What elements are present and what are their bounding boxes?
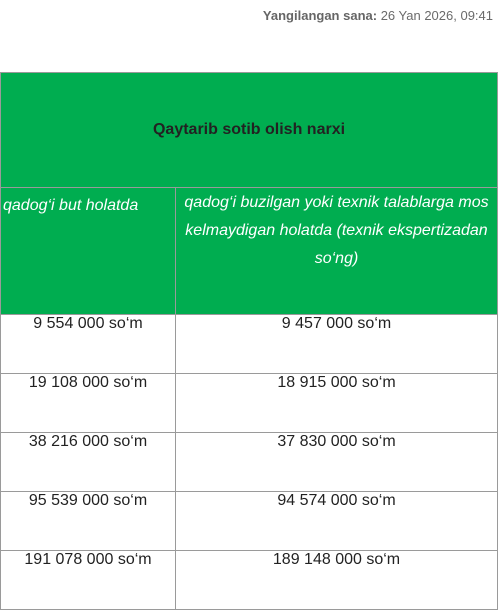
price-damaged: 18 915 000 so‘m — [176, 374, 498, 433]
table-row — [1, 492, 498, 551]
price-damaged: 37 830 000 so‘m — [176, 433, 498, 492]
price-intact: 38 216 000 so‘m — [1, 433, 176, 492]
table-row — [1, 374, 498, 433]
last-updated-value: 26 Yan 2026, 09:41 — [380, 8, 493, 23]
table-row — [1, 433, 498, 492]
column-header-damaged: qadog‘i buzilgan yoki texnik talablarga mos kelmaydigan holatda (texnik ekspertizadan so‘ng) — [176, 188, 498, 315]
buyback-price-table — [0, 72, 498, 610]
price-damaged: 94 574 000 so‘m — [176, 492, 498, 551]
table-row — [1, 551, 498, 610]
price-damaged: 9 457 000 so‘m — [176, 315, 498, 374]
table-row — [1, 315, 498, 374]
last-updated-label: Yangilangan sana: — [262, 8, 378, 23]
price-intact: 95 539 000 so‘m — [1, 492, 176, 551]
price-intact: 9 554 000 so‘m — [1, 315, 176, 374]
price-intact: 191 078 000 so‘m — [1, 551, 176, 610]
price-intact: 19 108 000 so‘m — [1, 374, 176, 433]
last-updated — [263, 8, 493, 23]
price-damaged: 189 148 000 so‘m — [176, 551, 498, 610]
table-title: Qaytarib sotib olish narxi — [1, 73, 498, 188]
column-header-intact: qadog‘i but holatda — [1, 188, 176, 315]
